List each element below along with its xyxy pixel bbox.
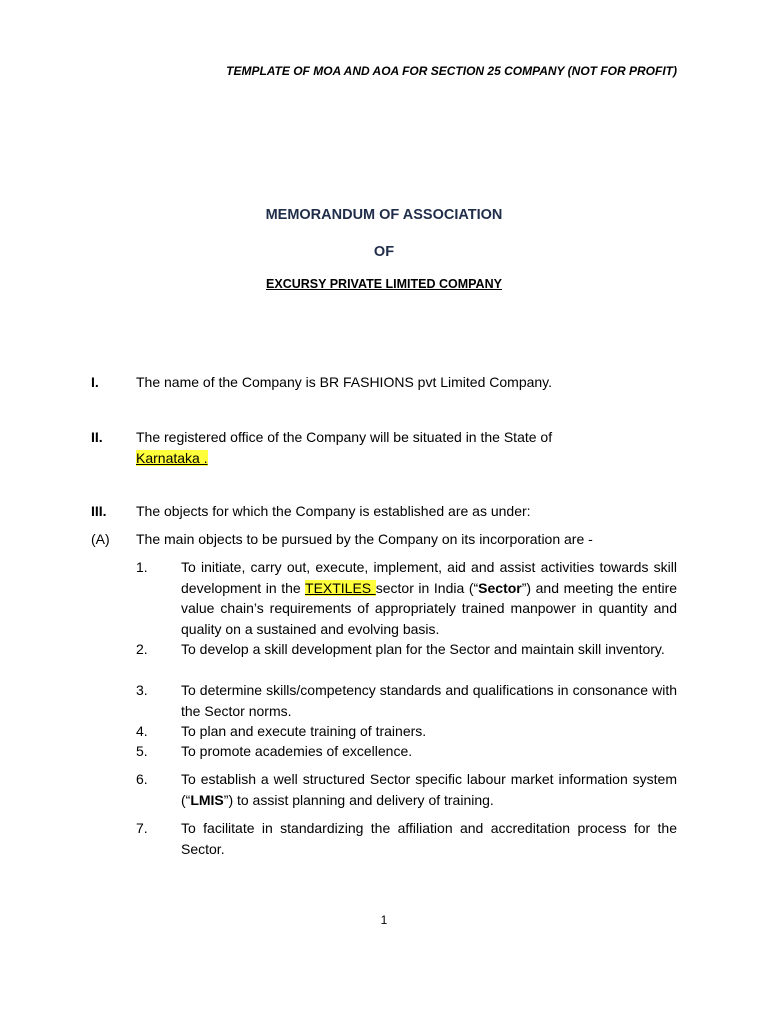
item-number: 7.	[136, 820, 148, 836]
item-number: 2.	[136, 641, 148, 657]
header-note: TEMPLATE OF MOA AND AOA FOR SECTION 25 COMPANY (NOT FOR PROFIT)	[226, 64, 677, 78]
item-number: 4.	[136, 723, 148, 739]
clause-text	[136, 427, 681, 468]
item-text: To plan and execute training of trainers.	[181, 723, 427, 739]
item-text: To facilitate in standardizing the affiliation and accreditation process for the Sector.	[181, 820, 677, 857]
item-number: 6.	[136, 771, 148, 787]
item-text	[181, 557, 677, 639]
document-title: MEMORANDUM OF ASSOCIATION	[265, 207, 503, 223]
clause-number: I.	[91, 374, 99, 390]
item-text	[181, 769, 677, 810]
title-of: OF	[373, 244, 395, 260]
sector-term: Sector	[478, 579, 522, 596]
clause-number: (A)	[91, 531, 110, 547]
item-text-pre: To establish a well structured Sector specific labour market information system (“	[181, 771, 677, 808]
lmis-term: LMIS	[190, 791, 224, 808]
item-text: To promote academies of excellence.	[181, 743, 413, 759]
item-number: 1.	[136, 559, 148, 575]
page-number: 1	[380, 913, 388, 927]
clause-text: The main objects to be pursued by the Company on its incorporation are -	[136, 531, 593, 547]
item-number: 3.	[136, 682, 148, 698]
clause-text: The objects for which the Company is established are as under:	[136, 503, 531, 519]
clause-number: III.	[91, 503, 107, 519]
item-text-pre: To initiate, carry out, execute, implement, aid and assist activities towards skill development in the	[181, 559, 677, 596]
item-number: 5.	[136, 743, 148, 759]
item-text: To develop a skill development plan for the Sector and maintain skill inventory.	[181, 641, 665, 657]
clause-text: The name of the Company is BR FASHIONS pvt Limited Company.	[136, 374, 553, 390]
company-title: EXCURSY PRIVATE LIMITED COMPANY	[266, 277, 502, 291]
item-text-post: ”) and meeting the entire value chain’s requirements of appropriately trained manpower in quantity and quality on a sustained and evolving basis.	[181, 579, 678, 637]
item-text: To determine skills/competency standards and qualifications in consonance with the Sector norms.	[181, 682, 677, 719]
clause-text-main: The registered office of the Company will be situated in the State of	[136, 429, 553, 445]
item-text-mid: sector in India (“	[375, 579, 479, 596]
clause-number: II.	[91, 429, 103, 445]
sector-highlight: TEXTILES	[305, 579, 376, 596]
item-text-post: ”) to assist planning and delivery of training.	[223, 791, 494, 808]
state-highlight: Karnataka .	[136, 449, 208, 466]
